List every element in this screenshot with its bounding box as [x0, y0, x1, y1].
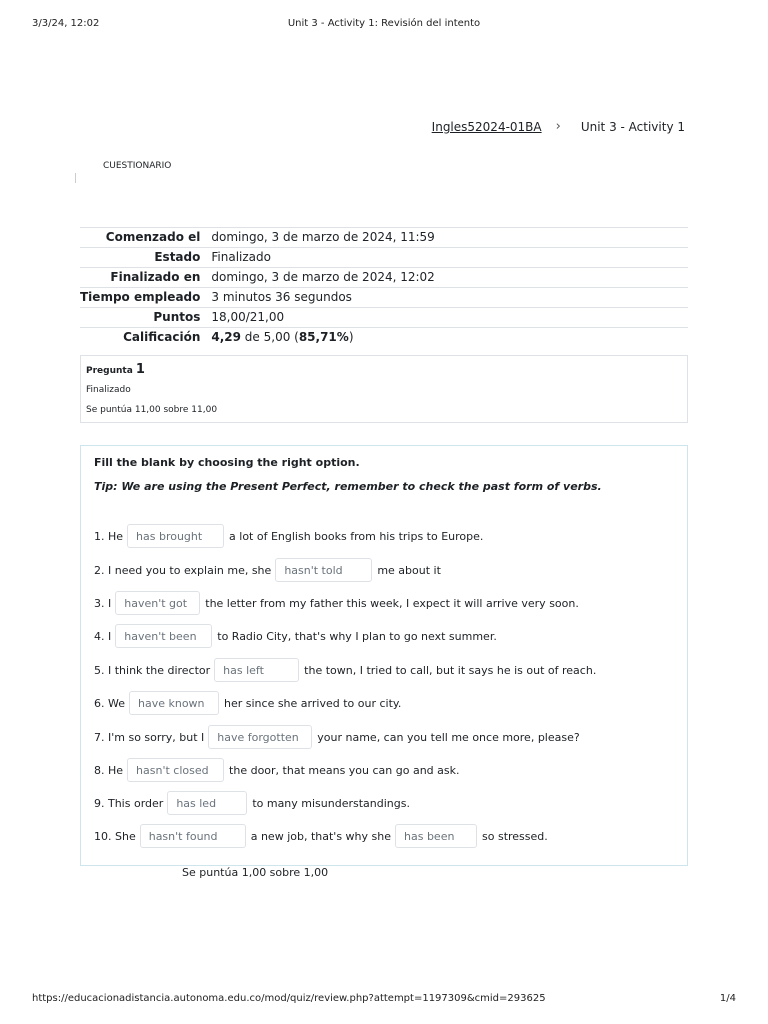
answer-blank[interactable]: haven't got [115, 591, 200, 615]
question-outcome: Se puntúa 1,00 sobre 1,00 [182, 866, 329, 879]
answer-blank[interactable]: hasn't told [275, 558, 372, 582]
summary-label: Calificación [123, 330, 201, 344]
summary-value [205, 328, 688, 348]
sentence-pre: 2. I need you to explain me, she [94, 563, 272, 577]
summary-label: Tiempo empleado [80, 290, 201, 304]
breadcrumb-activity: Unit 3 - Activity 1 [580, 119, 685, 134]
answer-blank[interactable]: has brought [127, 524, 224, 548]
summary-label: Finalizado en [110, 270, 201, 284]
summary-value: 18,00/21,00 [211, 310, 285, 324]
module-type-label: CUESTIONARIO [103, 161, 172, 171]
print-url: https://educacionadistancia.autonoma.edu.co/mod/quiz/review.php?attempt=1197309&cmid=293625 [32, 993, 546, 1004]
list-item [94, 690, 401, 716]
summary-row [80, 268, 688, 288]
summary-label: Comenzado el [105, 230, 201, 244]
answer-blank[interactable]: hasn't closed [127, 758, 224, 782]
sentence-post: her since she arrived to our city. [224, 696, 402, 710]
answer-blank[interactable]: hasn't found [140, 824, 246, 848]
answer-blank[interactable]: have forgotten [208, 725, 312, 749]
grade-mid: de 5,00 ( [240, 330, 299, 344]
sentence-pre: 9. This order [94, 796, 164, 810]
sentence-pre: 6. We [94, 696, 125, 710]
summary-label: Puntos [153, 310, 201, 324]
attempt-summary-table [80, 227, 688, 347]
sentence-post: your name, can you tell me once more, please? [317, 730, 580, 744]
question-number-value: 1 [135, 362, 145, 377]
grade-percent: 85,71% [298, 330, 349, 344]
divider [75, 173, 76, 183]
sentence-pre: 7. I'm so sorry, but I [94, 730, 205, 744]
summary-value: domingo, 3 de marzo de 2024, 12:02 [211, 270, 435, 284]
question-grade: Se puntúa 11,00 sobre 11,00 [86, 405, 218, 415]
list-item [94, 657, 596, 683]
summary-label: Estado [154, 250, 201, 264]
sentence-pre: 5. I think the director [94, 663, 211, 677]
breadcrumb-course-link[interactable]: Ingles52024-01BA [431, 119, 542, 134]
breadcrumb [432, 119, 685, 134]
summary-row [80, 248, 688, 268]
sentence-post: the letter from my father this week, I expect it will arrive very soon. [205, 596, 579, 610]
list-item [94, 557, 441, 583]
sentence-pre: 3. I [94, 596, 112, 610]
sentence-post: so stressed. [482, 829, 548, 843]
answer-blank[interactable]: has left [214, 658, 299, 682]
question-label: Pregunta [86, 366, 133, 376]
question-info-box [80, 355, 688, 423]
sentence-post: the town, I tried to call, but it says he is out of reach. [304, 663, 597, 677]
answer-blank[interactable]: has led [167, 791, 247, 815]
sentence-pre: 1. He [94, 529, 124, 543]
grade-end: ) [348, 330, 354, 344]
grade-score: 4,29 [211, 330, 241, 344]
answer-blank[interactable]: have known [129, 691, 219, 715]
sentence-pre: 8. He [94, 763, 124, 777]
sentence-pre: 10. She [94, 829, 136, 843]
page-number: 1/4 [719, 993, 736, 1004]
list-item [94, 590, 579, 616]
answer-blank[interactable]: haven't been [115, 624, 212, 648]
sentence-post: me about it [377, 563, 441, 577]
question-instruction: Fill the blank by choosing the right option. [94, 456, 360, 469]
sentence-post: the door, that means you can go and ask. [229, 763, 460, 777]
question-formulation [80, 445, 688, 866]
summary-row [80, 328, 688, 348]
list-item [94, 823, 548, 849]
question-number [86, 362, 145, 377]
chevron-right-icon: › [555, 119, 561, 134]
list-item [94, 623, 497, 649]
list-item [94, 724, 580, 750]
answer-blank[interactable]: has been [395, 824, 477, 848]
list-item [94, 523, 483, 549]
summary-row [80, 288, 688, 308]
print-date: 3/3/24, 12:02 [32, 18, 100, 29]
sentence-post: to Radio City, that's why I plan to go next summer. [217, 629, 497, 643]
summary-value: domingo, 3 de marzo de 2024, 11:59 [211, 230, 435, 244]
question-state: Finalizado [86, 385, 131, 395]
sentence-mid: a new job, that's why she [250, 829, 391, 843]
list-item [94, 790, 410, 816]
print-title: Unit 3 - Activity 1: Revisión del intento [287, 18, 481, 29]
summary-value: 3 minutos 36 segundos [211, 290, 352, 304]
sentence-post: a lot of English books from his trips to Europe. [229, 529, 484, 543]
summary-value: Finalizado [211, 250, 271, 264]
question-tip: Tip: We are using the Present Perfect, remember to check the past form of verbs. [94, 480, 602, 493]
list-item [94, 757, 460, 783]
summary-row [80, 228, 688, 248]
sentence-pre: 4. I [94, 629, 112, 643]
sentence-post: to many misunderstandings. [252, 796, 410, 810]
summary-row [80, 308, 688, 328]
